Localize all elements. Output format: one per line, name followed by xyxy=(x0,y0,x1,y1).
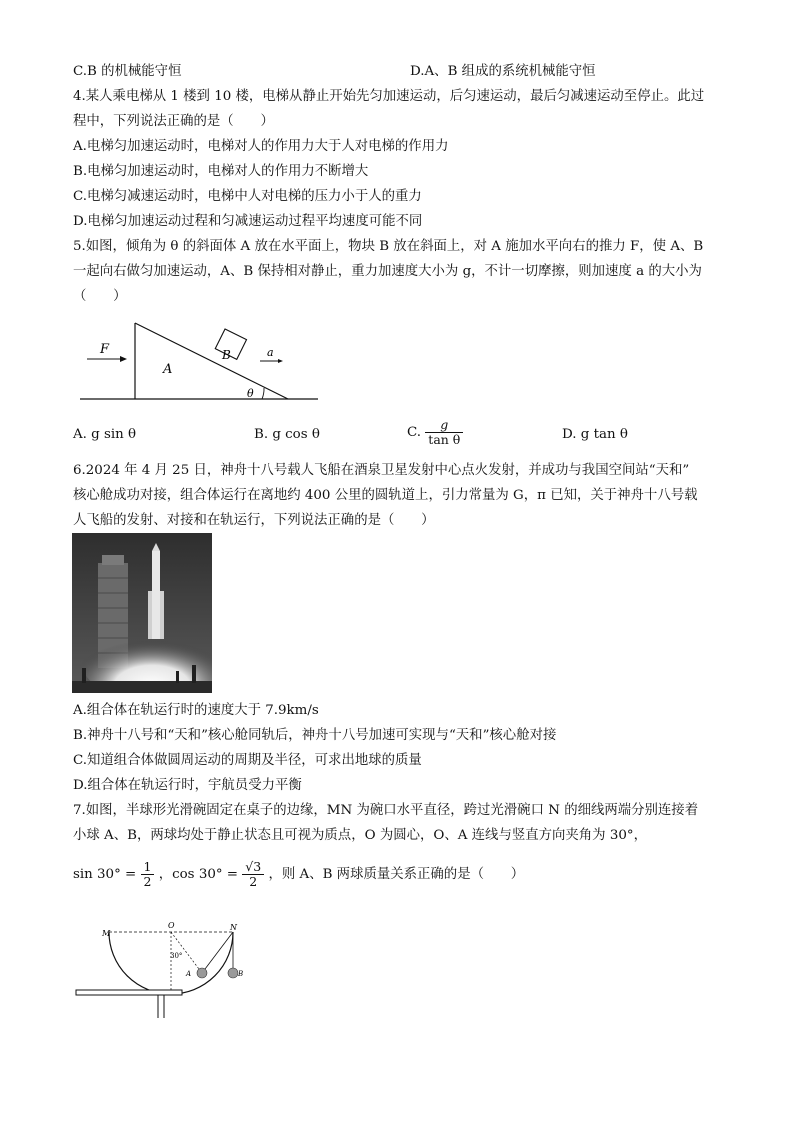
q3-option-d: D.A、B 组成的系统机械能守恒 xyxy=(410,64,596,79)
q4-stem-line2: 程中，下列说法正确的是（ ） xyxy=(73,114,274,129)
q5-option-d: D. g tan θ xyxy=(562,427,628,442)
sin30-fraction xyxy=(141,860,155,889)
angle-30-label: 30° xyxy=(170,952,183,960)
sin30-label: sin 30° = xyxy=(73,867,137,882)
q6-option-c: C.知道组合体做圆周运动的周期及半径，可求出地球的质量 xyxy=(73,753,422,768)
ball-b-label: B xyxy=(238,970,244,978)
q3-option-c: C.B 的机械能守恒 xyxy=(73,64,182,79)
q5-incline-figure xyxy=(80,318,320,408)
angle-label: θ xyxy=(247,387,254,400)
q5-option-b: B. g cos θ xyxy=(254,427,320,442)
q4-option-d: D.电梯匀加速运动过程和匀减速运动过程平均速度可能不同 xyxy=(73,214,423,229)
q6-stem-line2: 核心舱成功对接，组合体运行在离地约 400 公里的圆轨道上，引力常量为 G，π 已知，关于神舟十八号载 xyxy=(73,488,698,503)
q6-option-d: D.组合体在轨运行时，宇航员受力平衡 xyxy=(73,778,302,793)
q4-option-b: B.电梯匀加速运动时，电梯对人的作用力不断增大 xyxy=(73,164,369,179)
block-b xyxy=(215,329,246,359)
cos30-numerator: √3 xyxy=(242,860,264,875)
cos30-fraction xyxy=(242,860,264,889)
ball-b xyxy=(228,968,238,978)
q5-stem-line3: （ ） xyxy=(73,289,127,304)
block-b-label: B xyxy=(222,348,231,362)
sin30-numerator: 1 xyxy=(141,860,155,875)
accel-arrowhead xyxy=(278,359,283,363)
point-n-label: N xyxy=(230,923,237,932)
q7-stem-line1: 7.如图，半球形光滑碗固定在桌子的边缘，MN 为碗口水平直径，跨过光滑碗口 N 的细线两端分别连接着 xyxy=(73,803,699,818)
q6-option-a: A.组合体在轨运行时的速度大于 7.9km/s xyxy=(73,703,319,718)
angle-arc xyxy=(262,388,264,399)
cos30-label: ，cos 30° = xyxy=(158,867,239,882)
force-arrowhead xyxy=(120,356,127,362)
q4-option-c: C.电梯匀减速运动时，电梯中人对电梯的压力小于人的重力 xyxy=(73,189,422,204)
sin30-denominator: 2 xyxy=(143,874,152,889)
q5-option-c-numerator: g xyxy=(425,418,463,433)
q4-option-a: A.电梯匀加速运动时，电梯对人的作用力大于人对电梯的作用力 xyxy=(73,139,449,154)
point-m-label: M xyxy=(102,929,111,938)
table-top xyxy=(76,990,182,995)
q5-stem-line1: 5.如图，倾角为 θ 的斜面体 A 放在水平面上，物块 B 放在斜面上，对 A 施加水平向右的推力 F，使 A、B xyxy=(73,239,704,254)
q7-stem-tail: ，则 A、B 两球质量关系正确的是（ ） xyxy=(268,867,525,882)
q5-option-c-denominator: tan θ xyxy=(428,432,461,447)
q5-option-c-prefix: C. xyxy=(407,425,422,440)
cos30-denominator: 2 xyxy=(249,874,258,889)
ball-a-label: A xyxy=(186,970,192,978)
q5-option-c xyxy=(407,418,463,447)
q5-option-a: A. g sin θ xyxy=(73,427,137,442)
q5-option-c-fraction xyxy=(425,418,463,447)
string-a-segment xyxy=(202,932,233,973)
q6-stem-line3: 人飞船的发射、对接和在轨运行，下列说法正确的是（ ） xyxy=(73,513,435,528)
center-o-label: O xyxy=(168,921,175,930)
q7-stem-line3 xyxy=(73,860,524,889)
force-label: F xyxy=(100,342,110,357)
q6-option-b: B.神舟十八号和“天和”核心舱同轨后，神舟十八号加速可实现与“天和”核心舱对接 xyxy=(73,728,557,743)
rocket-launch-photo xyxy=(72,533,212,693)
q7-bowl-figure xyxy=(72,918,252,1020)
accel-label: a xyxy=(267,346,274,359)
body-a-label: A xyxy=(163,362,173,377)
ball-a xyxy=(197,968,207,978)
q5-stem-line2: 一起向右做匀加速运动，A、B 保持相对静止，重力加速度大小为 g，不计一切摩擦，则加速度 a 的大小为 xyxy=(73,264,702,279)
q4-stem-line1: 4.某人乘电梯从 1 楼到 10 楼，电梯从静止开始先匀加速运动，后匀速运动，最后匀减速运动至停止。此过 xyxy=(73,89,705,104)
q6-stem-line1: 6.2024 年 4 月 25 日，神舟十八号载人飞船在酒泉卫星发射中心点火发射，并成功与我国空间站“天和” xyxy=(73,463,690,478)
q7-stem-line2: 小球 A、B，两球均处于静止状态且可视为质点，O 为圆心，O、A 连线与竖直方向夹角为 30°， xyxy=(73,828,647,843)
